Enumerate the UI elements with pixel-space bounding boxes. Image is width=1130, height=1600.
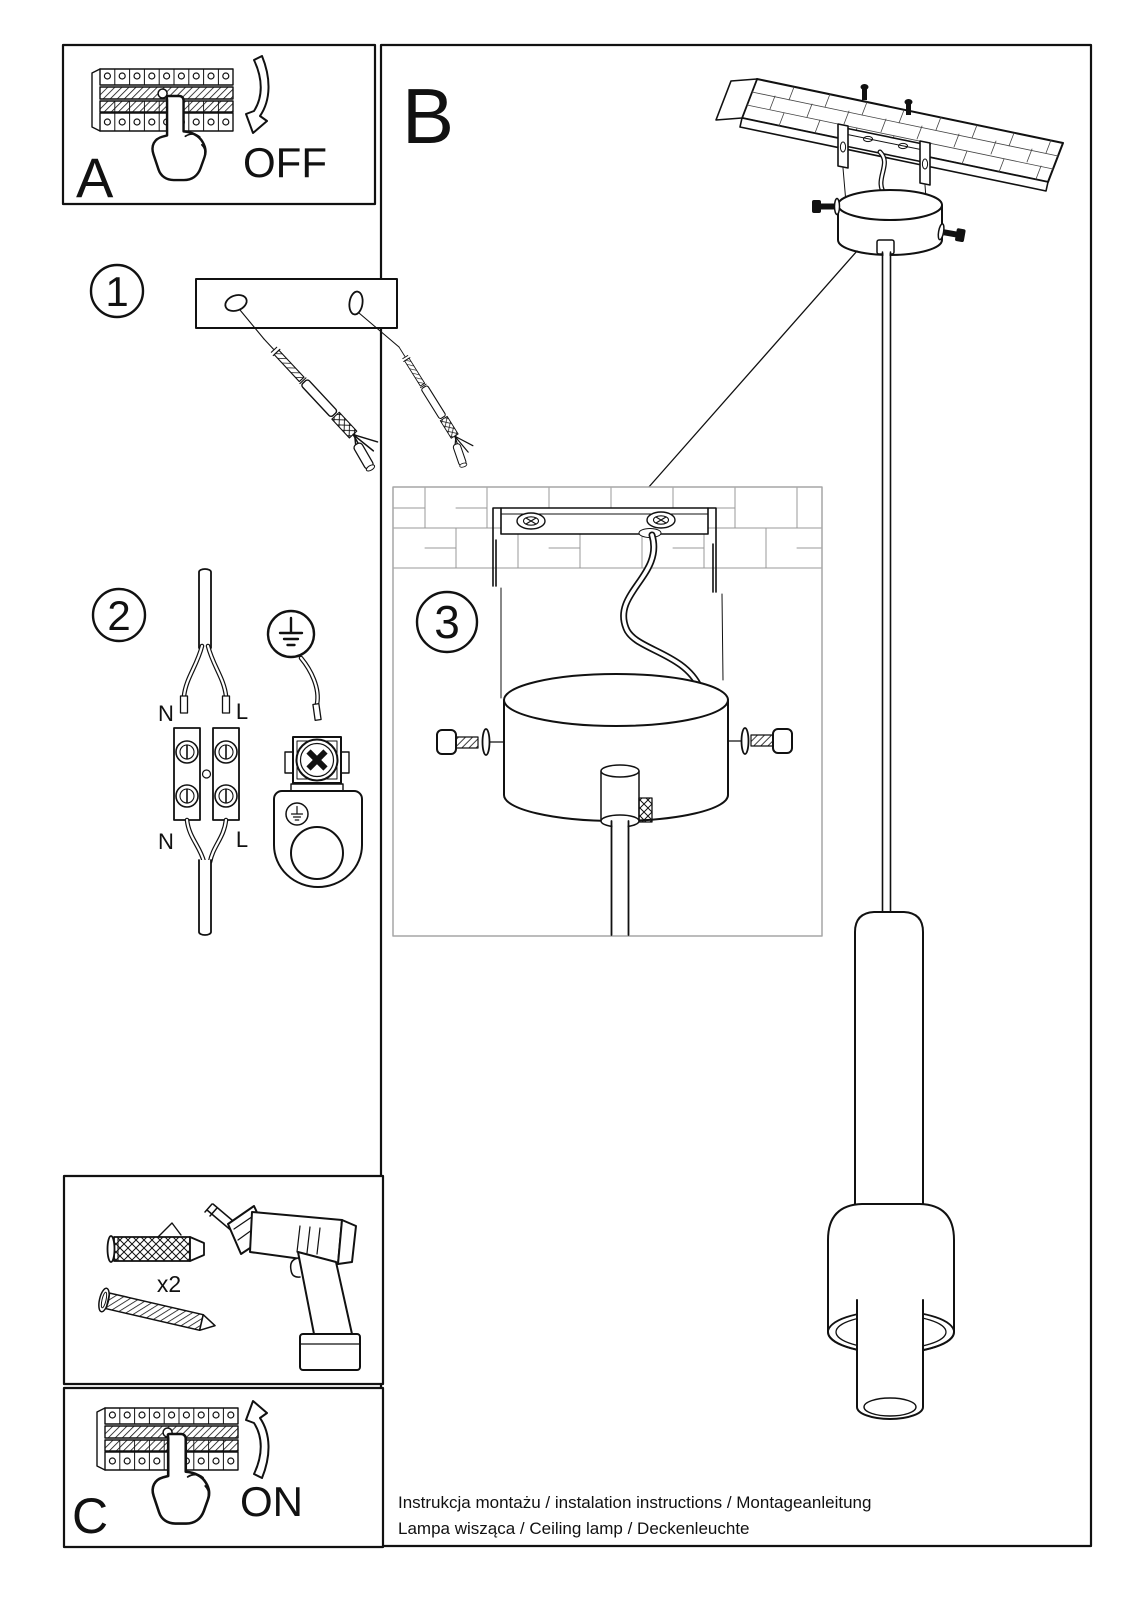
step1-number: 1 [105, 268, 129, 315]
panel-c-label: C [72, 1488, 109, 1544]
ground-clamp-illustration [274, 737, 362, 887]
wall-anchor-icon [253, 330, 390, 474]
step3-detail-box [393, 487, 822, 936]
suspension-cord [883, 252, 891, 913]
terminal-n-top-label: N [158, 701, 174, 726]
panel-a-box [63, 45, 375, 209]
ground-connection [268, 611, 362, 887]
step2-group [93, 569, 362, 935]
footer-line2: Lampa wisząca / Ceiling lamp / Deckenleuchte [398, 1519, 750, 1538]
step3-cord [612, 821, 629, 935]
step2-number: 2 [107, 592, 131, 639]
panel-b-label: B [402, 72, 455, 160]
lamp-wire-and-terminal [158, 569, 248, 935]
panel-c-action-label: ON [240, 1478, 303, 1525]
panel-a-action-label: OFF [243, 139, 327, 186]
terminal-l-bottom-label: L [235, 827, 249, 852]
panel-c-box [64, 1388, 383, 1547]
panel-a-label: A [76, 146, 114, 209]
step3-number: 3 [434, 596, 460, 648]
terminal-n-bottom-label: N [158, 829, 174, 854]
footer-line1: Instrukcja montażu / instalation instructions / Montageanleitung [398, 1493, 872, 1512]
tools-box [64, 1176, 383, 1384]
anchor-quantity-label: x2 [156, 1271, 182, 1297]
terminal-l-top-label: L [235, 699, 249, 724]
